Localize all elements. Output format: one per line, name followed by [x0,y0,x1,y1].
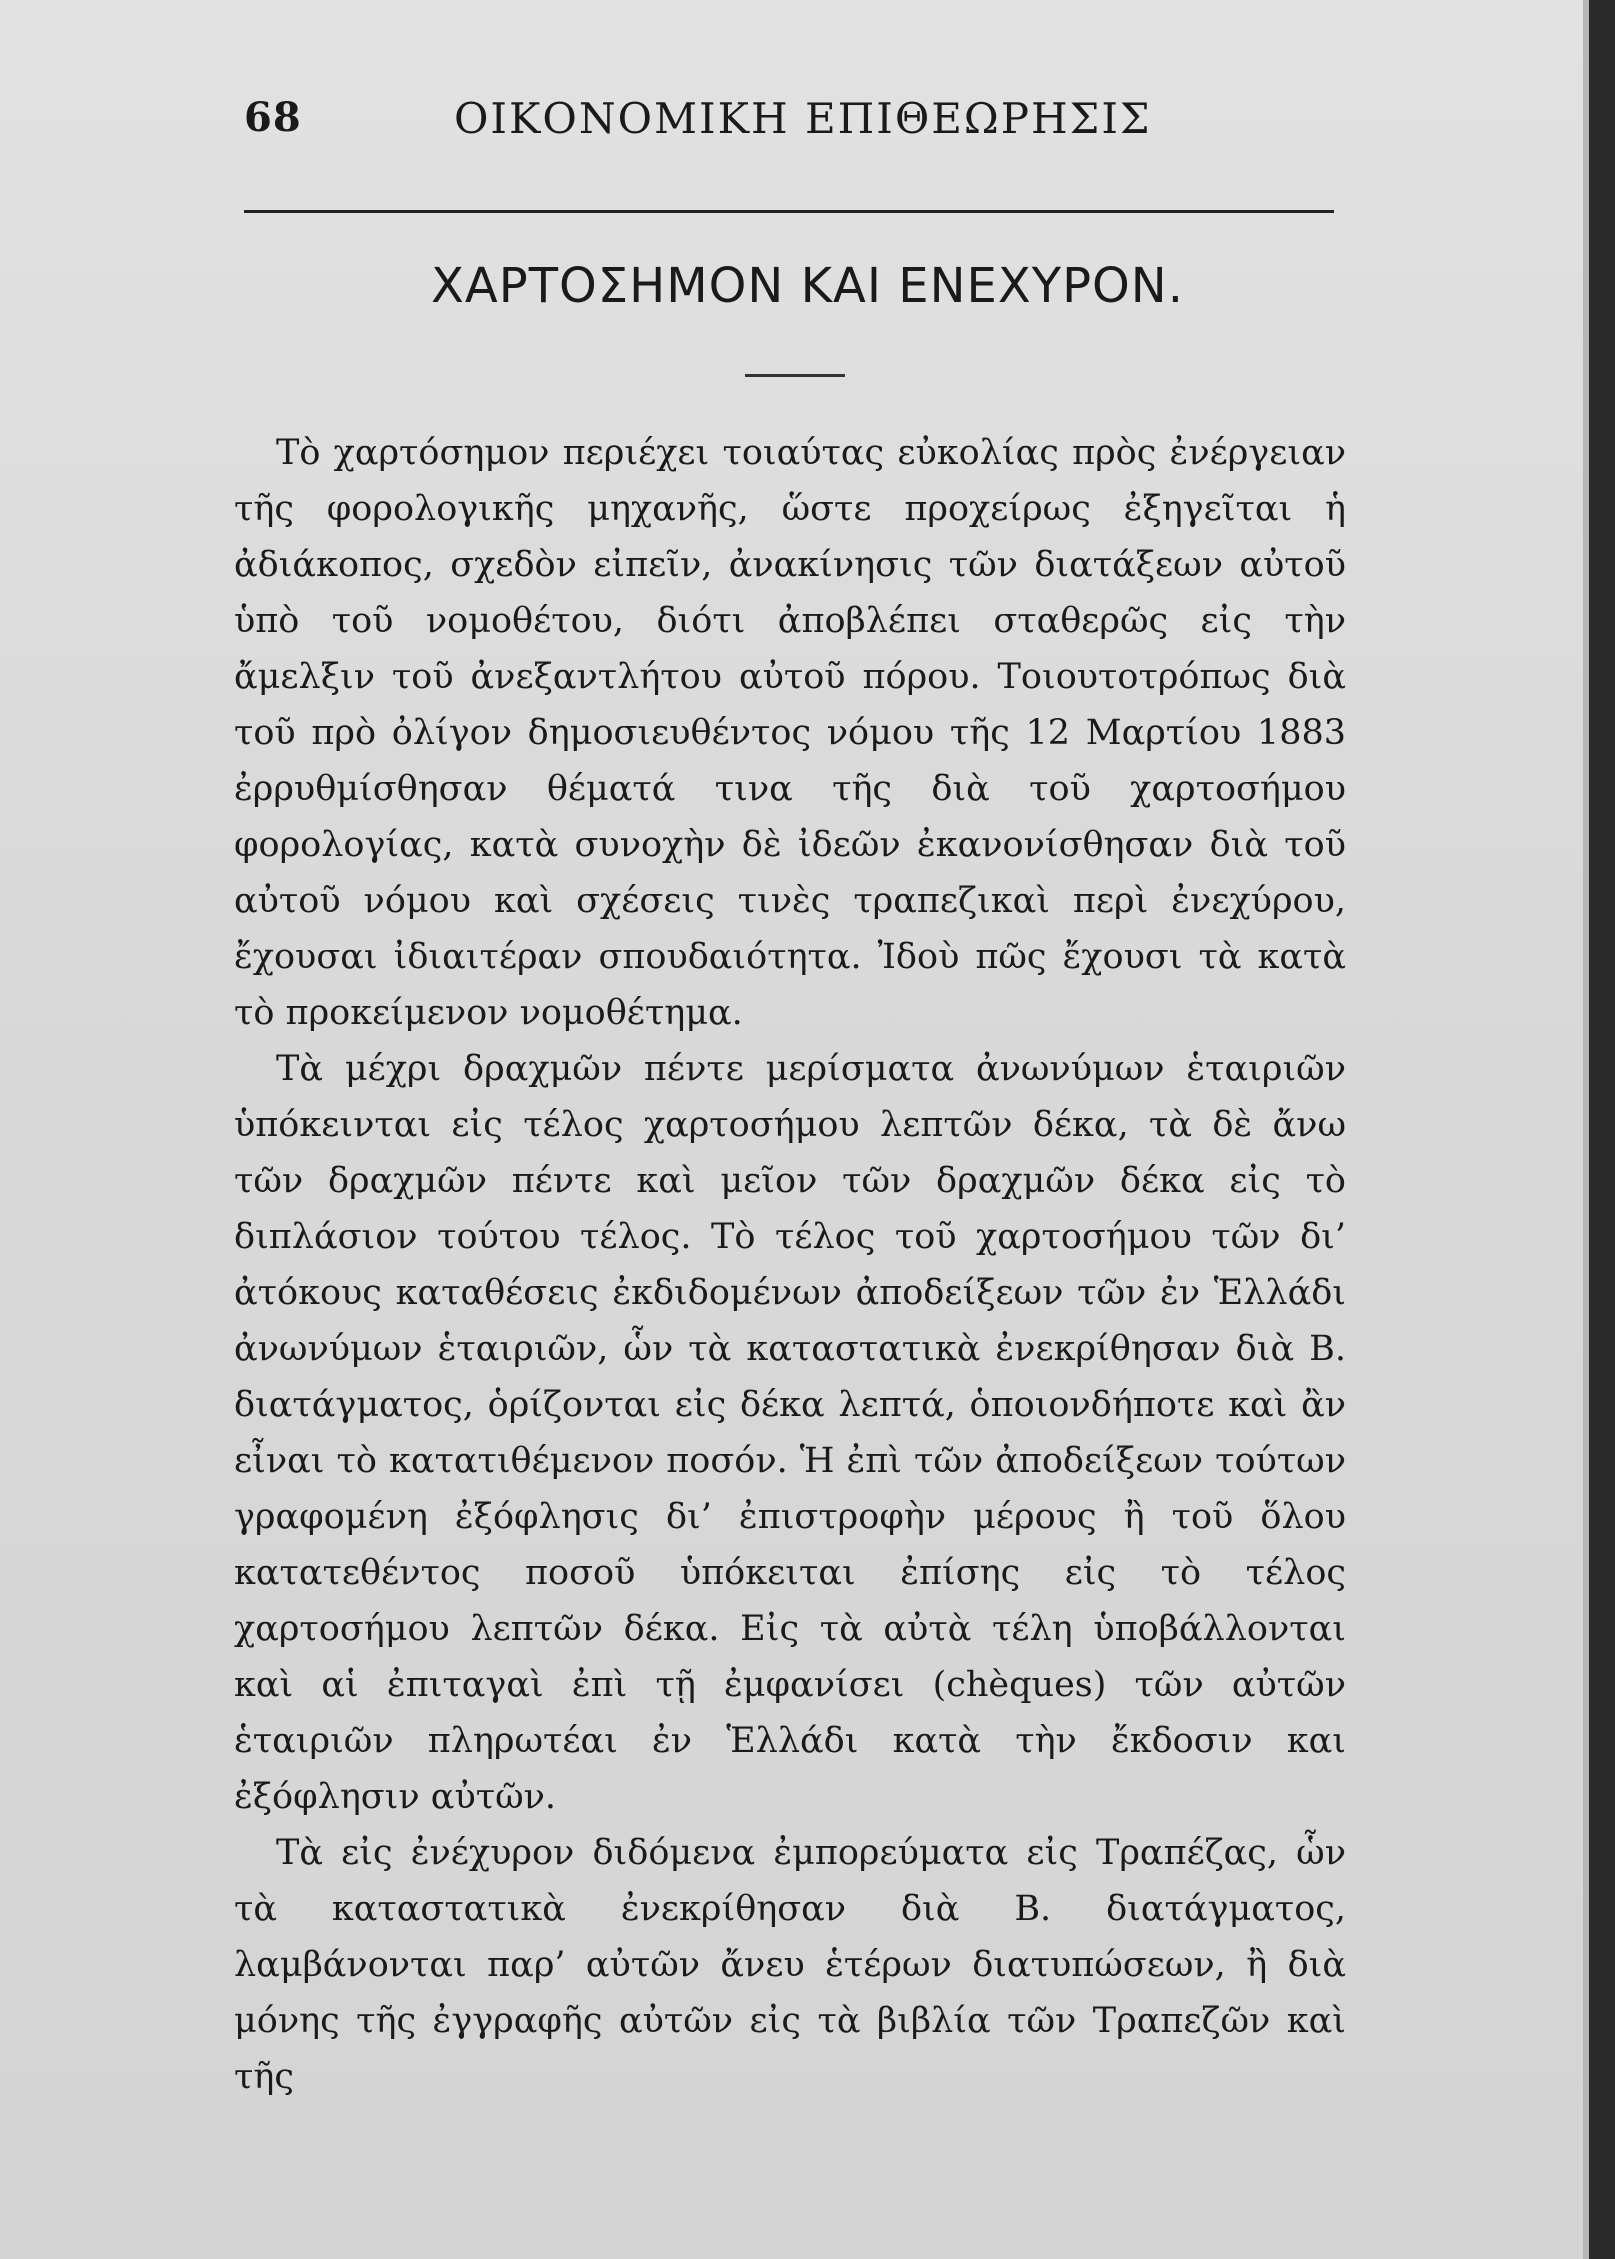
title-rule [745,374,845,377]
page-header [244,94,1334,144]
page-binding-edge [1589,0,1615,2259]
article-title: ΧΑΡΤΟΣΗΜΟΝ ΚΑΙ ΕΝΕΧΥΡΟΝ. [431,258,1184,314]
running-title: ΟΙΚΟΝΟΜΙΚΗ ΕΠΙΘΕΩΡΗΣΙΣ [454,94,1152,143]
article-body [234,425,1346,2105]
paragraph-2: Τὰ μέχρι δραχμῶν πέντε μερίσματα ἀνωνύμων ἑταιριῶν ὑπόκεινται εἰς τέλος χαρτοσήμου λεπτῶν δέκα, τὰ δὲ ἄνω τῶν δραχμῶν πέντε καὶ μεῖον τῶν δραχμῶν δέκα εἰς τὸ διπλάσιον τούτου τέλος. Τὸ τέλος τοῦ χαρτοσήμου τῶν δι’ ἀτόκους καταθέσεις ἐκδιδομένων ἀποδείξεων τῶν ἐν Ἑλλάδι ἀνωνύμων ἑταιριῶν, ὧν τὰ καταστατικὰ ἐνεκρίθησαν διὰ Β. διατάγματος, ὁρίζονται εἰς δέκα λεπτά, ὁποιονδήποτε καὶ ἂν εἶναι τὸ κατατιθέμενον ποσόν. Ἡ ἐπὶ τῶν ἀποδείξεων τούτων γραφομένη ἐξόφλησις δι’ ἐπιστροφὴν μέρους ἢ τοῦ ὅλου κατατεθέντος ποσοῦ ὑπόκειται ἐπίσης εἰς τὸ τέλος χαρτοσήμου λεπτῶν δέκα. Εἰς τὰ αὐτὰ τέλη ὑποβάλλονται καὶ αἱ ἐπιταγαὶ ἐπὶ τῇ ἐμφανίσει (chèques) τῶν αὐτῶν ἑταιριῶν πληρωτέαι ἐν Ἑλλάδι κατὰ τὴν ἔκδοσιν και ἐξόφλησιν αὐτῶν. [234,1049,1346,1817]
paragraph-1: Τὸ χαρτόσημον περιέχει τοιαύτας εὐκολίας πρὸς ἐνέργειαν τῆς φορολογικῆς μηχανῆς, ὥστε προχείρως ἐξηγεῖται ἡ ἀδιάκοπος, σχεδὸν εἰπεῖν, ἀνακίνησις τῶν διατάξεων αὐτοῦ ὑπὸ τοῦ νομοθέτου, διότι ἀποβλέπει σταθερῶς εἰς τὴν ἄμελξιν τοῦ ἀνεξαντλήτου αὐτοῦ πόρου. Τοιουτοτρόπως διὰ τοῦ πρὸ ὀλίγον δημοσιευθέντος νόμου τῆς 12 Μαρτίου 1883 ἐρρυθμίσθησαν θέματά τινα τῆς διὰ τοῦ χαρτοσήμου φορολογίας, κατὰ συνοχὴν δὲ ἰδεῶν ἐκανονίσθησαν διὰ τοῦ αὐτοῦ νόμου καὶ σχέσεις τινὲς τραπεζικαὶ περὶ ἐνεχύρου, ἔχουσαι ἰδιαιτέραν σπουδαιότητα. Ἰδοὺ πῶς ἔχουσι τὰ κατὰ τὸ προκείμενον νομοθέτημα. [234,433,1346,1033]
header-rule [244,210,1334,213]
paragraph-3: Τὰ εἰς ἐνέχυρον διδόμενα ἐμπορεύματα εἰς Τραπέζας, ὧν τὰ καταστατικὰ ἐνεκρίθησαν διὰ Β. διατάγματος, λαμβάνονται παρ’ αὐτῶν ἄνευ ἑτέρων διατυπώσεων, ἢ διὰ μόνης τῆς ἐγγραφῆς αὐτῶν εἰς τὰ βιβλία τῶν Τραπεζῶν καὶ τῆς [234,1833,1346,2097]
page-number: 68 [244,94,302,141]
